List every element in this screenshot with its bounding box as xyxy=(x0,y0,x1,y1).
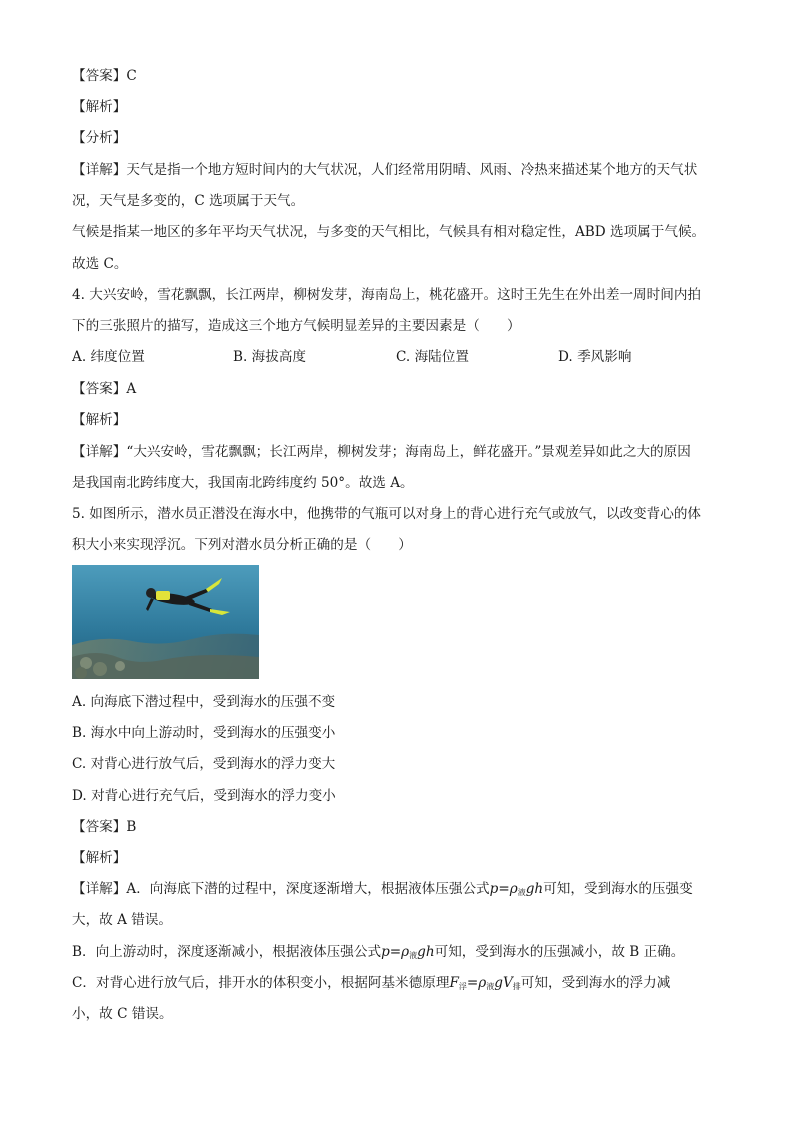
q5-detail-c-line-2: 小，故 C 错误。 xyxy=(72,1006,173,1022)
q4-answer: 【答案】A xyxy=(72,381,137,397)
q3-detail-line-1: 【详解】天气是指一个地方短时间内的大气状况，人们经常用阴晴、风雨、冷热来描述某个地方的天气状 xyxy=(72,162,698,178)
q5-option-c: C. 对背心进行放气后，受到海水的浮力变大 xyxy=(72,756,336,772)
pressure-formula: $p=\rho_液gh$ xyxy=(489,881,544,897)
q5-detail-a-line-1: 【详解】A．向海底下潜的过程中，深度逐渐增大，根据液体压强公式$p=\rho_液gh$可知，受到海水的压强变 xyxy=(72,881,693,897)
q5-detail-a-line-2: 大，故 A 错误。 xyxy=(72,912,173,928)
q4-option-a: A. 纬度位置 xyxy=(72,349,145,365)
q4-stem-line-1: 4. 大兴安岭，雪花飘飘，长江两岸，柳树发芽，海南岛上，桃花盛开。这时王先生在外出差一周时间内拍 xyxy=(72,287,702,303)
q4-option-b: B. 海拔高度 xyxy=(233,349,307,365)
q5-option-b: B. 海水中向上游动时，受到海水的压强变小 xyxy=(72,725,336,741)
pressure-formula-2: $p=\rho_液gh$ xyxy=(381,944,435,960)
q5-answer: 【答案】B xyxy=(72,819,137,835)
q5-analysis-label: 【解析】 xyxy=(72,850,127,866)
q4-option-c: C. 海陆位置 xyxy=(396,349,469,365)
q5-stem-line-1: 5. 如图所示，潜水员正潜没在海水中，他携带的气瓶可以对身上的背心进行充气或放气，以改变背心的体 xyxy=(72,506,702,522)
q3-fenxi-label: 【分析】 xyxy=(72,130,127,146)
q4-options xyxy=(72,348,732,366)
q3-detail-line-2: 况，天气是多变的，C 选项属于天气。 xyxy=(72,193,305,209)
q3-detail-line-4: 故选 C。 xyxy=(72,256,128,272)
q5-detail-c-line-1: C．对背心进行放气后，排开水的体积变小，根据阿基米德原理$F_浮=\rho_液gV_排$可知，受到海水的浮力减 xyxy=(72,975,671,991)
q4-stem-line-2: 下的三张照片的描写，造成这三个地方气候明显差异的主要因素是（ ） xyxy=(72,318,521,334)
q5-detail-b-line: B．向上游动时，深度逐渐减小，根据液体压强公式$p=\rho_液gh$可知，受到海水的压强减小，故 B 正确。 xyxy=(72,944,685,960)
q3-answer: 【答案】C xyxy=(72,68,137,84)
q3-detail-line-3: 气候是指某一地区的多年平均天气状况，与多变的天气相比，气候具有相对稳定性，ABD 选项属于气候。 xyxy=(72,224,706,240)
q4-detail-line-1: 【详解】“大兴安岭，雪花飘飘；长江两岸，柳树发芽；海南岛上，鲜花盛开。”景观差异如此之大的原因 xyxy=(72,444,691,460)
q5-option-d: D. 对背心进行充气后，受到海水的浮力变小 xyxy=(72,788,336,804)
diver-photo-icon xyxy=(72,565,259,679)
q4-option-d: D. 季风影响 xyxy=(558,349,632,365)
q4-analysis-label: 【解析】 xyxy=(72,412,127,428)
q4-detail-line-2: 是我国南北跨纬度大，我国南北跨纬度约 50°。故选 A。 xyxy=(72,475,414,491)
buoyancy-formula: $F_浮=\rho_液gV_排$ xyxy=(449,975,521,991)
q5-stem-line-2: 积大小来实现浮沉。下列对潜水员分析正确的是（ ） xyxy=(72,537,412,553)
diver-photo xyxy=(72,565,259,679)
q5-option-a: A. 向海底下潜过程中，受到海水的压强不变 xyxy=(72,694,336,710)
q3-analysis-label: 【解析】 xyxy=(72,99,127,115)
